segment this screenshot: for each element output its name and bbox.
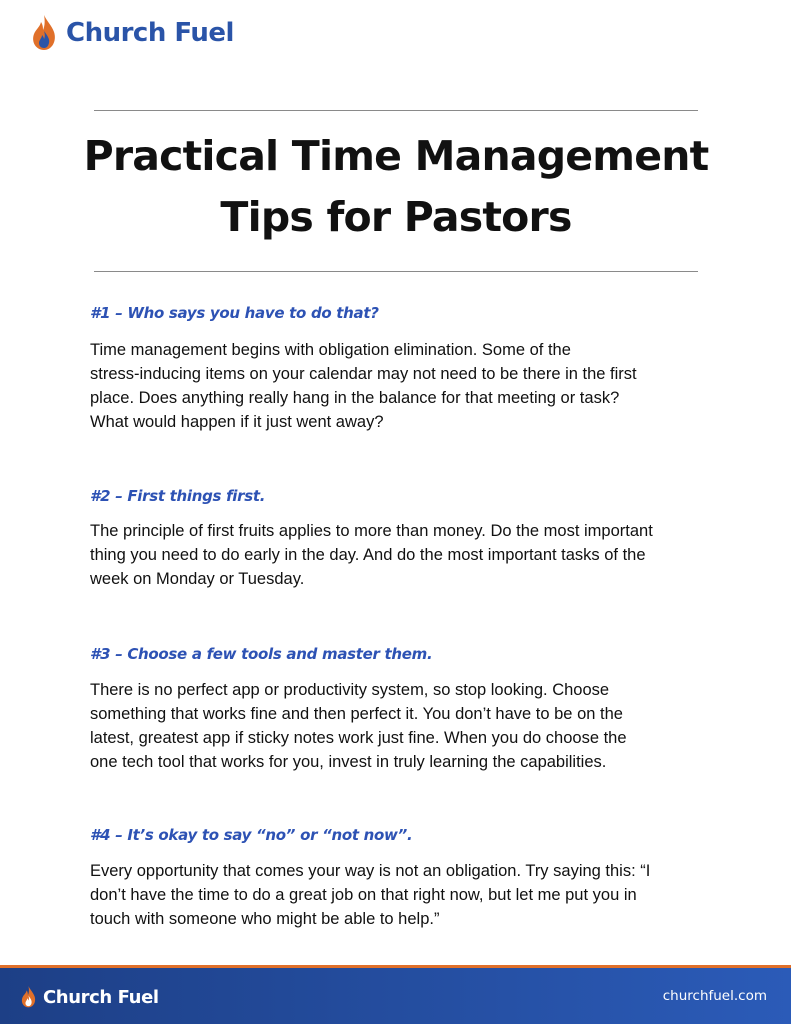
footer-brand-name: Church Fuel bbox=[43, 986, 159, 1008]
top-divider bbox=[94, 110, 698, 111]
tip-2-line: The principle of first fruits applies to more than money. Do the most important bbox=[90, 522, 653, 540]
tip-4-heading: #4 – It’s okay to say “no” or “not now”. bbox=[90, 826, 413, 844]
title-line-1: Practical Time Management bbox=[83, 132, 709, 180]
tip-1-body bbox=[90, 338, 702, 434]
tip-1-line: Time management begins with obligation elimination. Some of the bbox=[90, 341, 571, 359]
tip-1-heading: #1 – Who says you have to do that? bbox=[90, 304, 379, 322]
title-divider bbox=[94, 271, 698, 272]
tip-4-line: don’t have the time to do a great job on that right now, but let me put you in bbox=[90, 886, 637, 904]
tip-2-line: week on Monday or Tuesday. bbox=[90, 570, 305, 588]
tip-2-body bbox=[90, 519, 702, 591]
tip-3-heading: #3 – Choose a few tools and master them. bbox=[90, 645, 433, 663]
tip-2-line: thing you need to do early in the day. And do the most important tasks of the bbox=[90, 546, 646, 564]
footer-logo bbox=[20, 985, 159, 1009]
tip-2-heading: #2 – First things first. bbox=[90, 487, 266, 505]
tip-4-line: Every opportunity that comes your way is not an obligation. Try saying this: “I bbox=[90, 862, 651, 880]
footer-website-link[interactable]: churchfuel.com bbox=[662, 988, 767, 1004]
header-logo bbox=[30, 14, 234, 52]
tip-4-body bbox=[90, 859, 702, 931]
tip-3-body bbox=[90, 678, 702, 774]
tip-3-line: latest, greatest app if sticky notes work just fine. When you do choose the bbox=[90, 729, 627, 747]
tip-3-line: one tech tool that works for you, invest in truly learning the capabilities. bbox=[90, 753, 607, 771]
church-fuel-flame-icon bbox=[30, 14, 58, 52]
tip-4-line: touch with someone who might be able to help.” bbox=[90, 910, 440, 928]
church-fuel-flame-icon bbox=[20, 985, 37, 1009]
title-line-2: Tips for Pastors bbox=[220, 193, 572, 241]
tip-1-line: place. Does anything really hang in the balance for that meeting or task? bbox=[90, 389, 620, 407]
footer-bar bbox=[0, 965, 791, 1024]
page-title bbox=[60, 126, 732, 248]
tip-1-line: stress-inducing items on your calendar may not need to be there in the first bbox=[90, 365, 637, 383]
brand-name: Church Fuel bbox=[66, 18, 234, 48]
tip-3-line: something that works fine and then perfect it. You don’t have to be on the bbox=[90, 705, 623, 723]
tip-1-line: What would happen if it just went away? bbox=[90, 413, 384, 431]
tip-3-line: There is no perfect app or productivity system, so stop looking. Choose bbox=[90, 681, 610, 699]
